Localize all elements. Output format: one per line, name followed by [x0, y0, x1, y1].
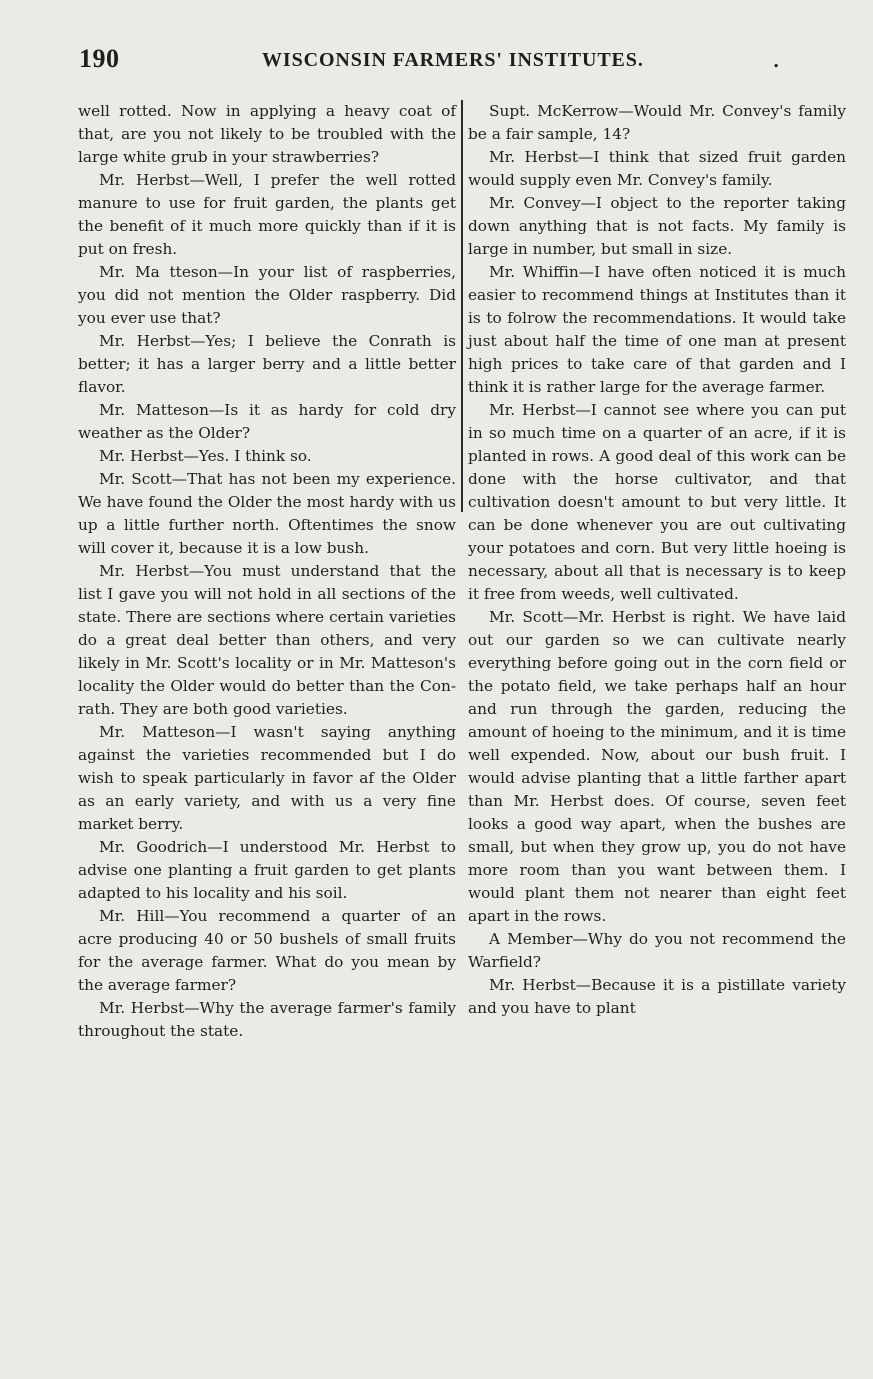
paragraph: Mr. Herbst—Yes. I think so. — [99, 447, 312, 465]
paragraph: Mr. Herbst—Why the average farmer's family throughout the state. — [78, 999, 456, 1040]
paragraph: Mr. Herbst—I cannot see where you can put in so much time on a quarter of an acre, if it is planted in rows. A good deal of this work can be done with the horse cultivator, and that cultivation doesn't amount to but very little. It can be done whenever you are out cultivating your potatoes and corn. But very little hoeing is necessary, about all that is necessary is to keep it free from weeds, well cultivated. — [468, 401, 846, 603]
right-column — [468, 100, 846, 1020]
paragraph: well rotted. Now in applying a heavy coat of that, are you not likely to be troubled with the large white grub in your strawberries? — [78, 102, 456, 166]
page-header — [0, 44, 873, 78]
paragraph: Mr. Hill—You recommend a quarter of an acre producing 40 or 50 bushels of small fruits for the average farmer. What do you mean by the average farmer? — [78, 907, 456, 994]
paragraph: Mr. Convey—I object to the reporter taking down anything that is not facts. My family is large in number, but small in size. — [468, 194, 846, 258]
paragraph: A Member—Why do you not recommend the Warfield? — [468, 930, 846, 971]
paragraph: Mr. Herbst—You must understand that the list I gave you will not hold in all sections of the state. There are sections where certain varieties do a great deal better than others, and very likely in Mr. Scott's locality or in Mr. Matteson's locality the Older would do better than the Conrath. They are both good varieties. — [78, 562, 456, 718]
page-number: 190 — [79, 44, 120, 73]
running-head: WISCONSIN FARMERS' INSTITUTES. — [262, 49, 644, 71]
paragraph: Mr. Goodrich—I understood Mr. Herbst to advise one planting a fruit garden to get plants adapted to his locality and his soil. — [78, 838, 456, 902]
left-column — [78, 100, 456, 1043]
paragraph: Mr. Scott—That has not been my experience. We have found the Older the most hardy with us up a little further north. Oftentimes the snow will cover it, because it is a low bush. — [78, 470, 456, 557]
paragraph: Mr. Herbst—Yes; I believe the Conrath is better; it has a larger berry and a little better flavor. — [78, 332, 456, 396]
paragraph: Mr. Matteson—I wasn't saying anything against the varieties recommended but I do wish to speak particularly in favor af the Older as an early variety, and with us a very fine market berry. — [78, 723, 456, 833]
header-mark: . — [773, 51, 780, 72]
paragraph: Mr. Herbst—I think that sized fruit garden would supply even Mr. Convey's family. — [468, 148, 846, 189]
paragraph: Mr. Whiffin—I have often noticed it is much easier to recommend things at Institutes than it is to folrow the recommendations. It would take just about half the time of one man at present high prices to take care of that garden and I think it is rather large for the average farmer. — [468, 263, 846, 396]
paragraph: Mr. Scott—Mr. Herbst is right. We have laid out our garden so we can cultivate nearly everything before going out in the corn field or the potato field, we take perhaps half an hour and run through the garden, reducing the amount of hoeing to the minimum, and it is time well expended. Now, about our bush fruit. I would advise planting that a little farther apart than Mr. Herbst does. Of course, seven feet looks a good way apart, when the bushes are small, but when they grow up, you do not have more room than you want between them. I would plant them not nearer than eight feet apart in the rows. — [468, 608, 846, 925]
paragraph: Mr. Ma tteson—In your list of raspberries, you did not mention the Older raspberry. Did you ever use that? — [78, 263, 456, 327]
paragraph: Supt. McKerrow—Would Mr. Convey's family be a fair sample, 14? — [468, 102, 846, 143]
column-divider — [461, 100, 463, 512]
paragraph: Mr. Matteson—Is it as hardy for cold dry weather as the Older? — [78, 401, 456, 442]
paragraph: Mr. Herbst—Well, I prefer the well rotted manure to use for fruit garden, the plants get the benefit of it much more quickly than if it is put on fresh. — [78, 171, 456, 258]
paragraph: Mr. Herbst—Because it is a pistillate variety and you have to plant — [468, 976, 846, 1017]
